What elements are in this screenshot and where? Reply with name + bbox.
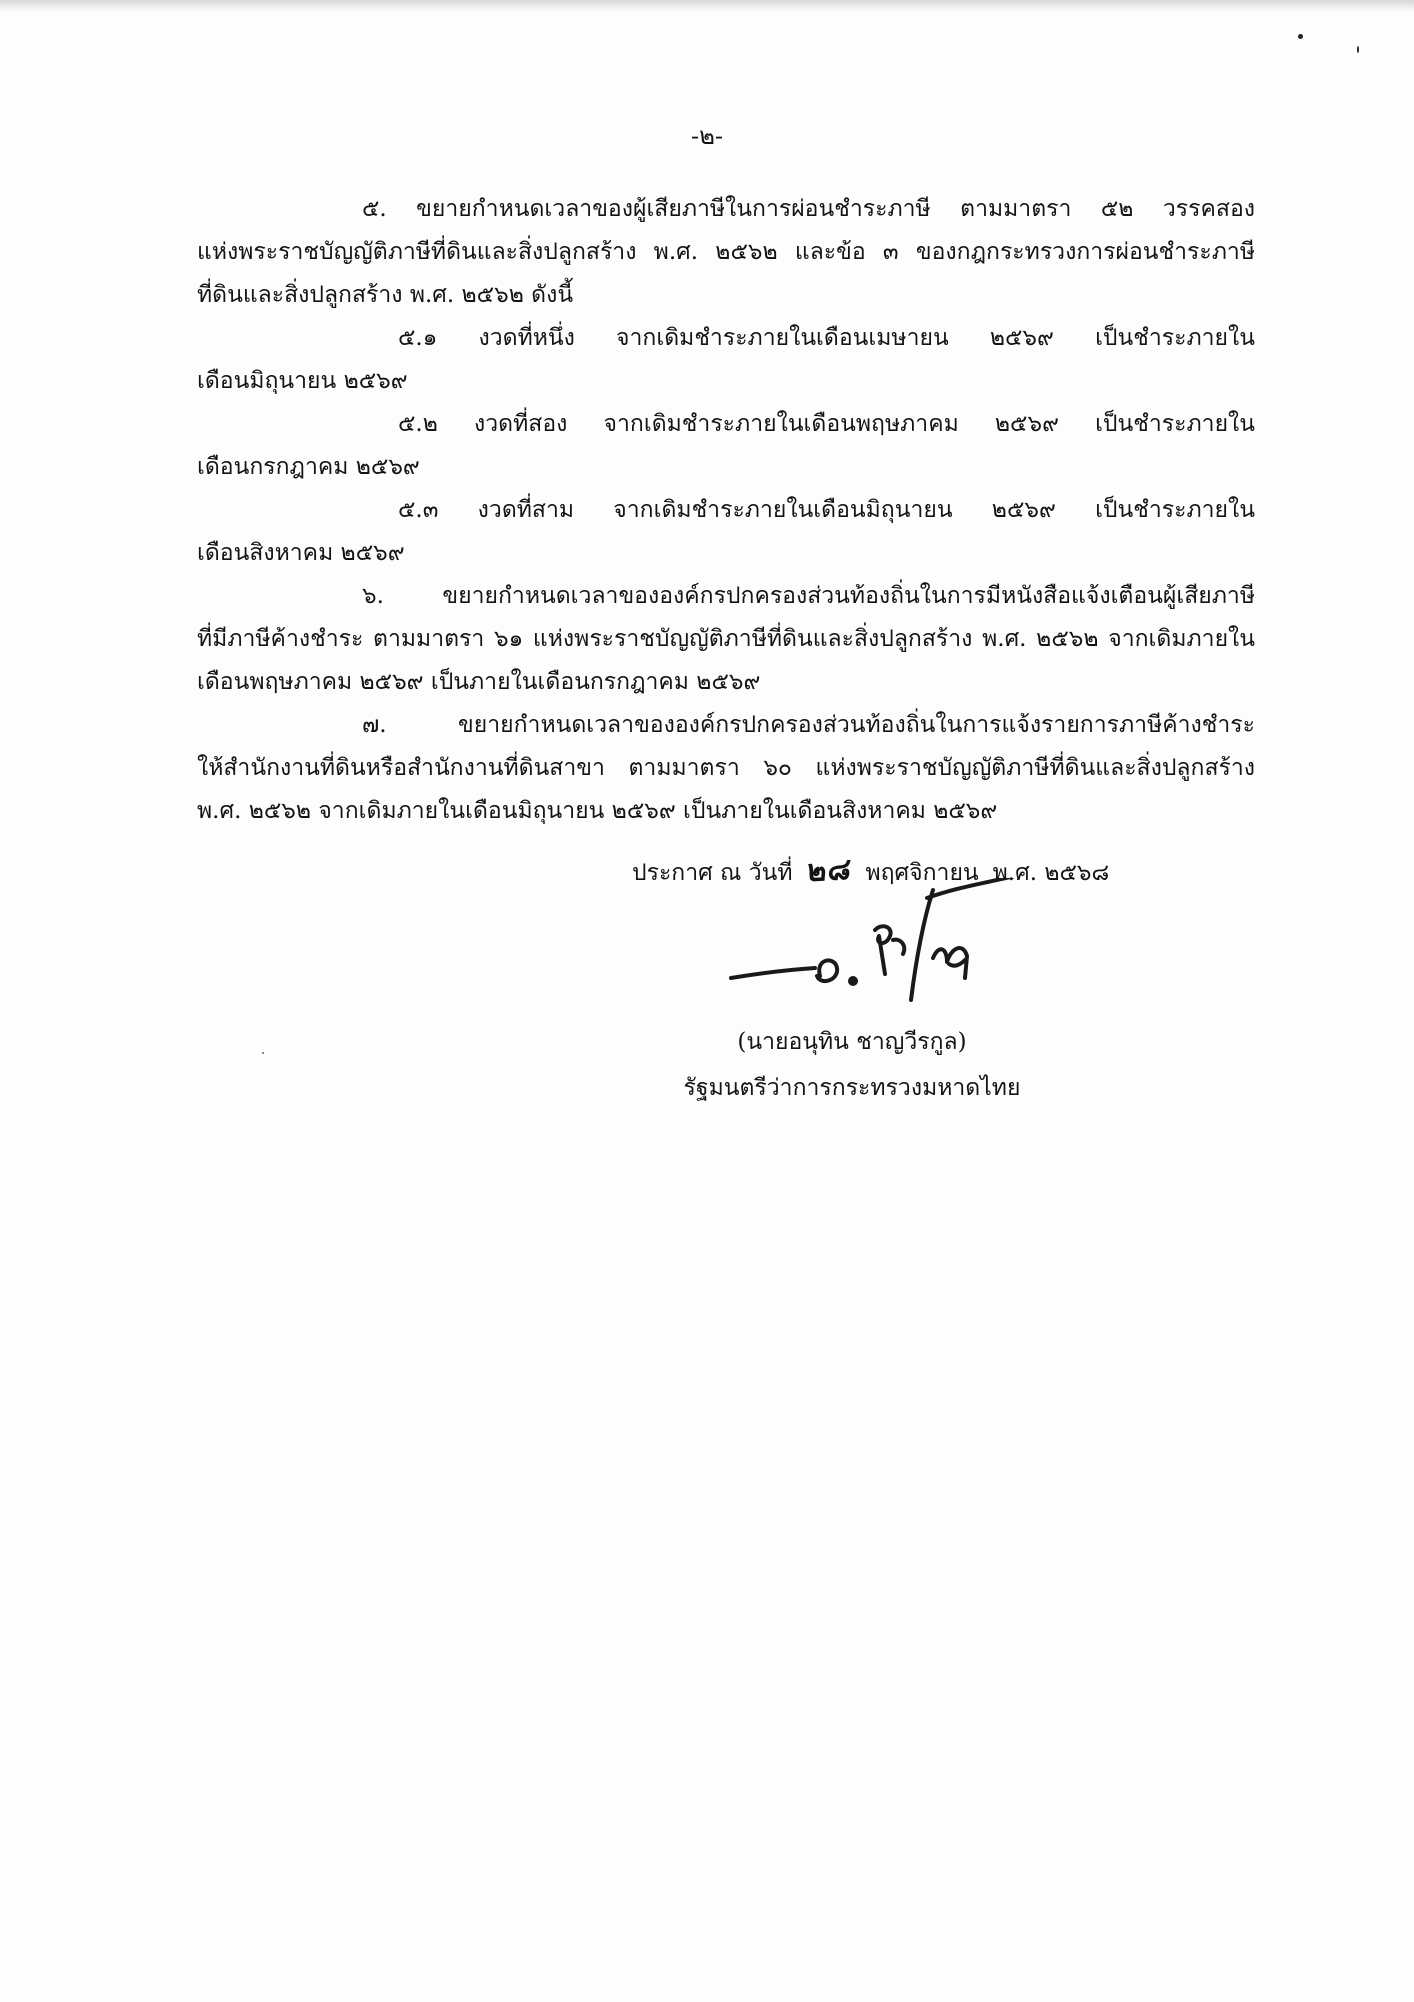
signer-name: (นายอนุทิน ชาญวีรกูล) (737, 1029, 967, 1055)
paragraph-line: แห่งพระราชบัญญัติภาษีที่ดินและสิ่งปลูกสร้าง พ.ศ. ๒๕๖๒ และข้อ ๓ ของกฎกระทรวงการผ่อนชำระภาษี (197, 239, 1255, 265)
paragraph-line: เดือนสิงหาคม ๒๕๖๙ (197, 540, 405, 566)
announcement-month: พฤศจิกายน (865, 860, 979, 886)
handwritten-day: ๒๘ (805, 851, 853, 890)
paragraph-line: ๕. ขยายกำหนดเวลาของผู้เสียภาษีในการผ่อนชำระภาษี ตามมาตรา ๕๒ วรรคสอง (362, 196, 1255, 222)
paragraph-line: ๖. ขยายกำหนดเวลาขององค์กรปกครองส่วนท้องถิ่นในการมีหนังสือแจ้งเตือนผู้เสียภาษี (362, 583, 1255, 609)
paragraph-line: ๕.๒ งวดที่สอง จากเดิมชำระภายในเดือนพฤษภาคม ๒๕๖๙ เป็นชำระภายใน (398, 411, 1255, 437)
paragraph-line: ที่ดินและสิ่งปลูกสร้าง พ.ศ. ๒๕๖๒ ดังนี้ (197, 282, 574, 308)
signer-position: รัฐมนตรีว่าการกระทรวงมหาดไทย (683, 1075, 1021, 1101)
paragraph-line: พ.ศ. ๒๕๖๒ จากเดิมภายในเดือนมิถุนายน ๒๕๖๙ เป็นภายในเดือนสิงหาคม ๒๕๖๙ (197, 798, 998, 824)
page-number: -๒- (690, 122, 724, 150)
announcement-year: พ.ศ. ๒๕๖๘ (992, 860, 1110, 886)
paragraph-line: ที่มีภาษีค้างชำระ ตามมาตรา ๖๑ แห่งพระราชบัญญัติภาษีที่ดินและสิ่งปลูกสร้าง พ.ศ. ๒๕๖๒ จากเดิมภายใน (197, 626, 1255, 652)
announcement-prefix: ประกาศ ณ วันที่ (632, 860, 793, 886)
scan-speck (1298, 34, 1303, 39)
paragraph-line: ให้สำนักงานที่ดินหรือสำนักงานที่ดินสาขา ตามมาตรา ๖๐ แห่งพระราชบัญญัติภาษีที่ดินและสิ่งปลูกสร้าง (197, 755, 1255, 781)
paragraph-line: เดือนมิถุนายน ๒๕๖๙ (197, 368, 408, 394)
paragraph-line: ๕.๓ งวดที่สาม จากเดิมชำระภายในเดือนมิถุนายน ๒๕๖๙ เป็นชำระภายใน (398, 497, 1255, 523)
scan-speck (1357, 46, 1359, 53)
paragraph-line: ๕.๑ งวดที่หนึ่ง จากเดิมชำระภายในเดือนเมษายน ๒๕๖๙ เป็นชำระภายใน (398, 325, 1255, 351)
handwritten-signature (725, 878, 1025, 1018)
scan-edge-shadow (0, 0, 1414, 12)
paragraph-line: เดือนพฤษภาคม ๒๕๖๙ เป็นภายในเดือนกรกฎาคม ๒๕๖๙ (197, 669, 761, 695)
paragraph-line: เดือนกรกฎาคม ๒๕๖๙ (197, 454, 420, 480)
paragraph-line: ๗. ขยายกำหนดเวลาขององค์กรปกครองส่วนท้องถิ่นในการแจ้งรายการภาษีค้างชำระ (362, 712, 1255, 738)
